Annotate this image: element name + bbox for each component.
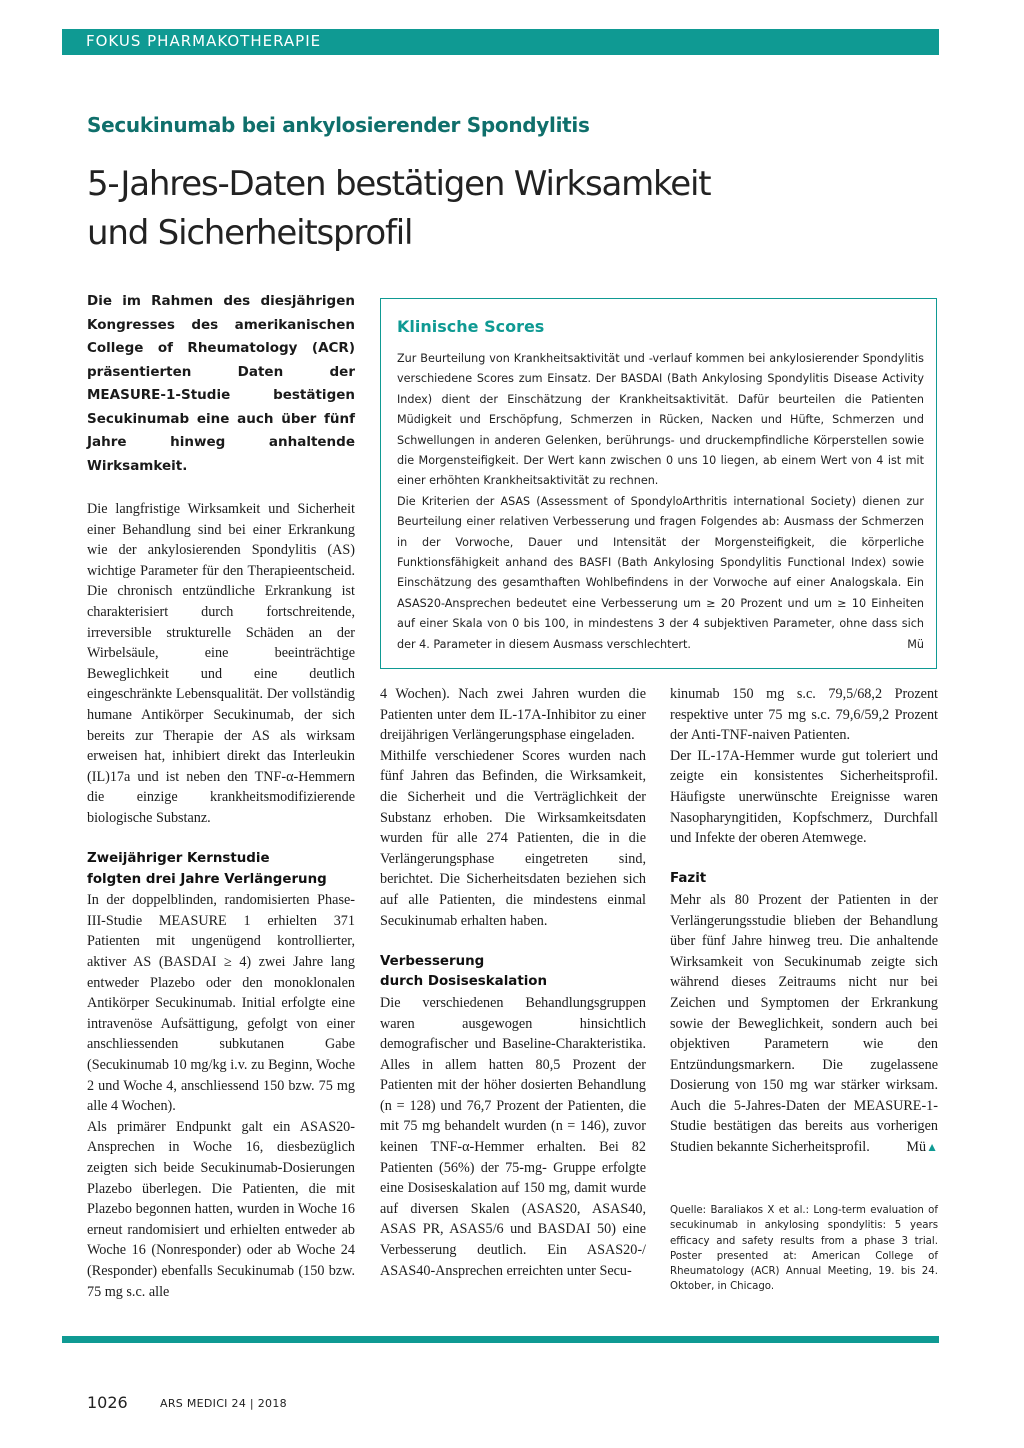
section-label: FOKUS PHARMAKOTHERAPIE: [86, 32, 322, 50]
body-paragraph: Der IL-17A-Hemmer wurde gut toleriert und zeigte ein konsistentes Sicherheitsprofil. Häufigste unerwünschte Ereignisse waren Nasopharyngitiden, Kopfschmerz, Durchfall und Infekte der oberen Atemwege.: [670, 747, 938, 847]
author-sign: [906, 1137, 938, 1158]
info-box-paragraph: [397, 492, 924, 655]
section-banner: [62, 29, 939, 55]
body-paragraph: In der doppelblinden, randomisierten Phase-III-Studie MEASURE 1 erhielten 371 Patienten mit ungenügend kontrollierter, aktiver AS (BASDAI ≥ 4) zwei Jahre lang entweder Plazebo oder den monoklonalen Antikörper Secukinumab. Initial erfolgte eine intravenöse Aufsättigung, gefolgt von einer anschliessenden subkutanen Gabe (Secukinumab 10 mg/kg i.v. zu Beginn, Woche 2 und Woche 4, anschliessend 150 bzw. 75 mg alle 4 Wochen).: [87, 892, 355, 1115]
body-paragraph: Als primärer Endpunkt galt ein ASAS20-Ansprechen in Woche 16, diesbezüglich zeigten sich beide Secukinumab-Dosierungen Plazebo überlegen. Die Patienten, die mit Plazebo begonnen hatten, wurden in Woche 16 erneut randomisiert und erhielten entweder ab Woche 16 (Nonresponder) oder ab Woche 24 (Responder) ebenfalls Secukinumab (150 bzw. 75 mg s.c. alle: [87, 1118, 355, 1300]
section-heading: [87, 849, 355, 890]
section-heading-line: folgten drei Jahre Verlängerung: [87, 871, 327, 887]
source-citation: Quelle: Baraliakos X et al.: Long-term evaluation of secukinumab in ankylosing spondylitis: 5 years efficacy and safety results from a phase 3 trial. Poster presented at: American College of Rheumatology (ACR) Annual Meeting, 19. bis 24. Oktober, in Chicago.: [670, 1205, 938, 1293]
info-box-paragraph-text: Die Kriterien der ASAS (Assessment of SpondyloArthritis international Society) dienen zur Beurteilung einer relativen Verbesserung und fragen Folgendes ab: Ausmass der Schmerzen in der Vorwoche, Dauer und Intensität der Morgensteifigkeit, die körperliche Funktionsfähigkeit anhand des BASFI (Bath Ankylosing Spondylitis Functional Index) sowie Einschätzung des gesamthaften Wohlbefindens in der Vorwoche auf einer Analogskala. Ein ASAS20-Ansprechen bedeutet eine Verbesserung um ≥ 20 Prozent und um ≥ 10 Einheiten auf einer Skala von 0 bis 100, in mindestens 3 der 4 subjektiven Parameter, ohne dass sich der 4. Parameter in diesem Ausmass verschlechtert.: [397, 494, 924, 651]
text-column-2: [380, 684, 646, 1281]
body-paragraph: [670, 890, 938, 1158]
info-box-clinical-scores: [380, 298, 937, 669]
section-heading-line: durch Dosiseskalation: [380, 974, 548, 990]
end-of-article-icon: ▲: [926, 1140, 938, 1155]
body-paragraph: Mithilfe verschiedener Scores wurden nach fünf Jahren das Befinden, die Wirksamkeit, die Sicherheit und die Verträglichkeit der Substanz erhoben. Die Wirksamkeitsdaten wurden für alle 274 Patienten, die in die Verlängerungsphase eingetreten sind, berichtet. Die Sicherheitsdaten beziehen sich auf alle Patienten, die mindestens einmal Secukinumab erhalten haben.: [380, 747, 646, 929]
page-number: 1026: [87, 1393, 128, 1412]
author-initials: Mü: [906, 1139, 927, 1156]
body-paragraph: kinumab 150 mg s.c. 79,5/68,2 Prozent respektive unter 75 mg s.c. 79,6/59,2 Prozent der Anti-TNF-naiven Patienten.: [670, 686, 938, 744]
article-lead: Die im Rahmen des diesjährigen Kongresses des amerikanischen College of Rheumatology (ACR) präsentierten Daten der MEASURE-1-Studie bestätigen Secukinumab eine auch über fünf Jahre hinweg anhaltende Wirksamkeit.: [87, 293, 355, 474]
body-paragraph: 4 Wochen). Nach zwei Jahren wurden die Patienten unter dem IL-17A-Inhibitor zu einer dreijährigen Verlängerungsphase eingeladen.: [380, 686, 646, 744]
journal-issue: ARS MEDICI 24 | 2018: [160, 1397, 287, 1410]
info-box-paragraph: Zur Beurteilung von Krankheitsaktivität und -verlauf kommen bei ankylosierender Spondylitis verschiedene Scores zum Einsatz. Der BASDAI (Bath Ankylosing Spondylitis Disease Activity Index) dient der Einschätzung der Krankheitsaktivität. Dafür beurteilen die Patienten Müdigkeit und Erschöpfung, Schmerzen in Rücken, Nacken und Hüfte, Schmerzen und Schwellungen in anderen Gelenken, berührungs- und druckempfindliche Körperstellen sowie die Morgensteifigkeit. Der Wert kann zwischen 0 uns 10 liegen, ab einem Wert von 4 ist mit einer erhöhten Krankheitsaktivität zu rechnen.: [397, 352, 924, 488]
body-paragraph: Die verschiedenen Behandlungsgruppen waren ausgewogen hinsichtlich demografischer und Baseline-Charakteristika. Alles in allem hatten 80,5 Prozent der Patienten mit der höher dosierten Behandlung (n = 128) und 76,7 Prozent der Patienten, die mit 75 mg behandelt wurden (n = 146), zuvor keinen TNF-α-Hemmer erhalten. Bei 82 Patienten (56%) der 75-mg- Gruppe erfolgte eine Dosiseskalation auf 150 mg, damit wurde auf diversen Skalen (ASAS20, ASAS40, ASAS PR, ASAS5/6 und BASDAI 50) eine Verbesserung deutlich. Ein ASAS20-/ ASAS40-Ansprechen erreichten unter Secu-: [380, 994, 646, 1279]
section-heading: Fazit: [670, 871, 707, 887]
info-box-title: Klinische Scores: [397, 317, 545, 336]
article-title-line-2: und Sicherheitsprofil: [87, 213, 413, 253]
section-heading-line: Verbesserung: [380, 953, 485, 969]
body-paragraph-text: Mehr als 80 Prozent der Patienten in der Verlängerungsstudie blieben der Behandlung über fünf Jahre hinweg treu. Die anhaltende Wirksamkeit von Secukinumab zeigte sich während dieses Zeitraums nicht nur bei Zeichen und Symptomen der Erkrankung sowie der Beweglichkeit, sondern auch bei objektiven Parametern wie den Entzündungsmarkern. Die zugelassene Dosierung von 150 mg war stärker wirksam. Auch die 5-Jahres-Daten der MEASURE-1-Studie bestätigen das bereits aus vorherigen Studien bekannte Sicherheitsprofil.: [670, 891, 938, 1156]
text-column-3: [670, 684, 938, 1158]
info-box-text: [397, 349, 924, 655]
footer-rule: [62, 1336, 939, 1343]
article-title-line-1: 5-Jahres-Daten bestätigen Wirksamkeit: [87, 164, 711, 204]
author-sign: Mü: [907, 637, 924, 651]
text-column-1: [87, 499, 355, 1302]
body-paragraph: Die langfristige Wirksamkeit und Sicherheit einer Behandlung sind bei einer Erkrankung wie der ankylosierenden Spondylitis (AS) wichtige Parameter für den Therapieentscheid. Die chronisch entzündliche Erkrankung ist charakterisiert durch fortschreitende, irreversible strukturelle Schäden an der Wirbelsäule, eine beeinträchtige Beweglichkeit und eine deutlich eingeschränkte Lebensqualität. Der vollständig humane Antikörper Secukinumab, der sich bereits zur Therapie der AS als wirksam erweisen hat, inhibiert direkt das Interleukin (IL)17a und ist neben den TNF-α-Hemmern die einzige krankheitsmodifizierende biologische Substanz.: [87, 501, 355, 826]
section-heading: [380, 952, 646, 993]
article-kicker: Secukinumab bei ankylosierender Spondylitis: [87, 113, 590, 137]
article-title: [87, 160, 927, 258]
section-heading-line: Zweijähriger Kernstudie: [87, 851, 270, 867]
